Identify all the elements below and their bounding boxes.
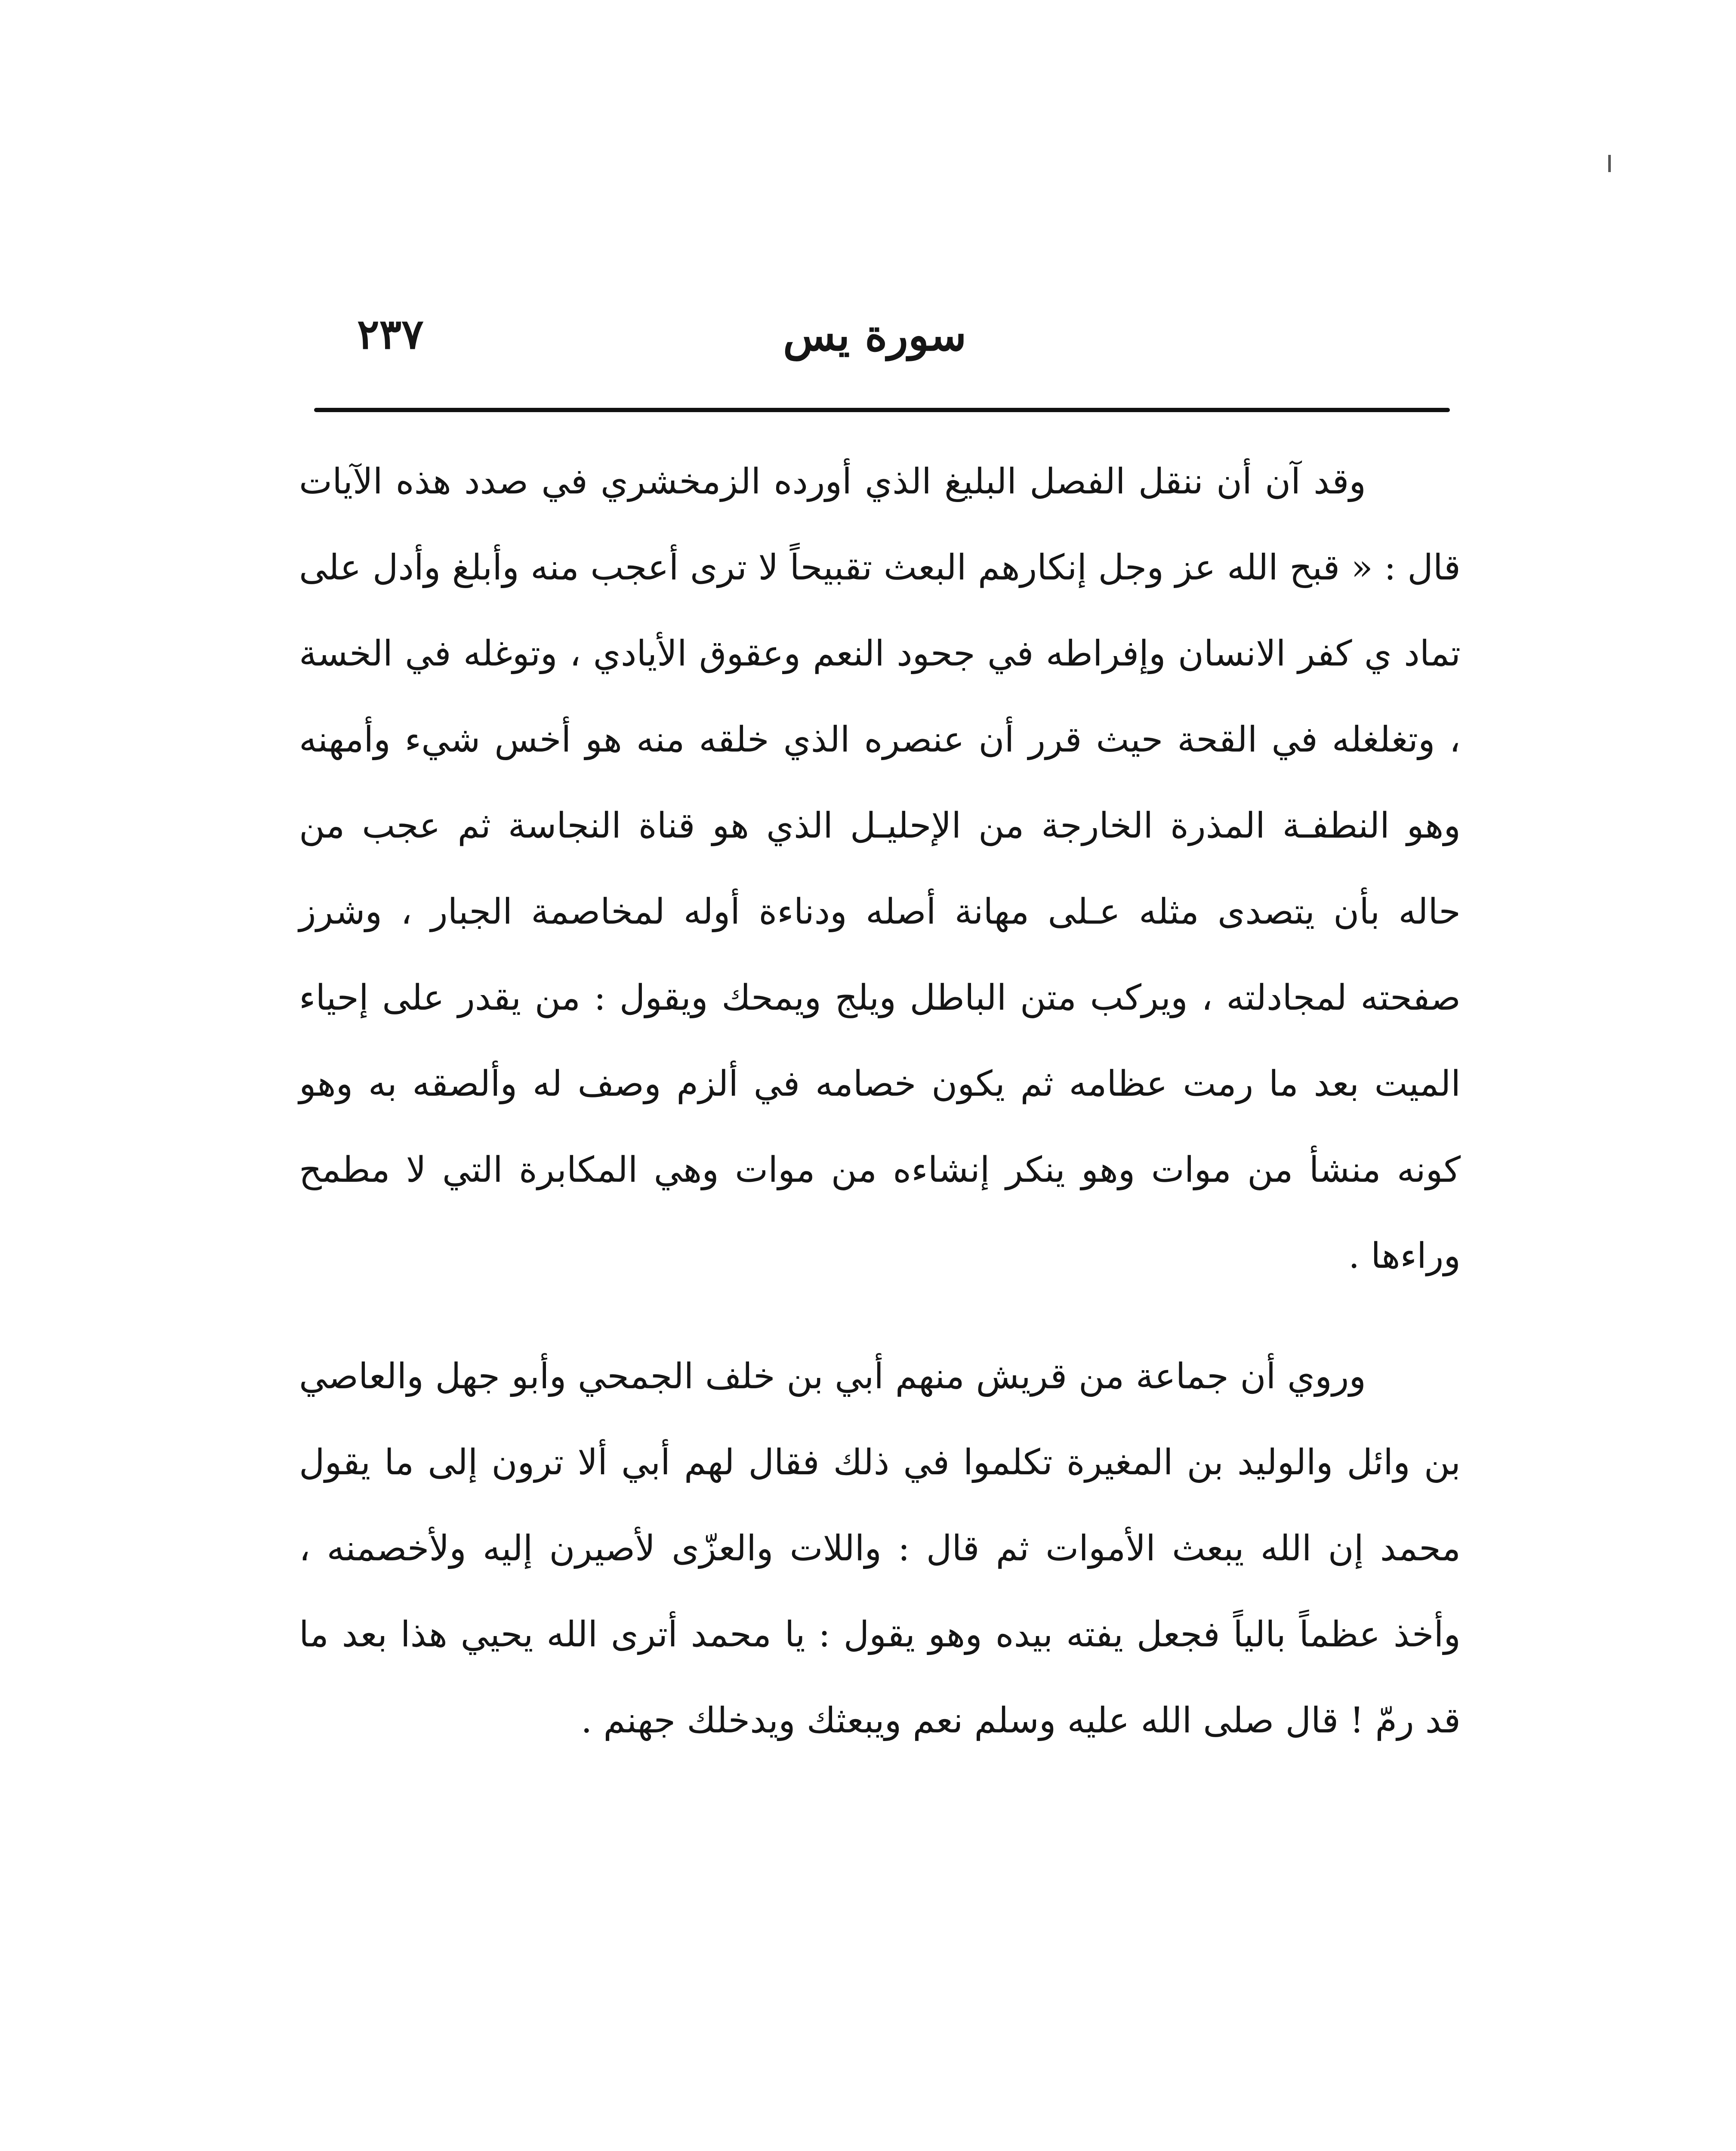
page-number: ٢٣٧ xyxy=(357,310,424,358)
body-text xyxy=(299,439,1461,1764)
paragraph: وروي أن جماعة من قريش منهم أبي بن خلف الجمحي وأبو جهل والعاصي بن وائل والوليد بن المغيرة تكلموا في ذلك فقال لهم أبي ألا ترون إلى ما يقول محمد إن الله يبعث الأموات ثم قال : واللات والعزّى لأصيرن إليه ولأخصمنه ، وأخذ عظماً بالياً فجعل يفته بيده وهو يقول : يا محمد أترى الله يحيي هذا بعد ما قد رمّ ! قال صلى الله عليه وسلم نعم ويبعثك ويدخلك جهنم . xyxy=(299,1356,1461,1741)
paragraph: وقد آن أن ننقل الفصل البليغ الذي أورده الزمخشري في صدد هذه الآيات قال : « قبح الله عز وجل إنكارهم البعث تقبيحاً لا ترى أعجب منه وأبلغ وأدل على تماد ي كفر الانسان وإفراطه في جحود النعم وعقوق الأيادي ، وتوغله في الخسة ، وتغلغله في القحة حيث قرر أن عنصره الذي خلقه منه هو أخس شيء وأمهنه وهو النطفـة المذرة الخارجة من الإحليـل الذي هو قناة النجاسة ثم عجب من حاله بأن يتصدى مثله عـلى مهانة أصله ودناءة أوله لمخاصمة الجبار ، وشرز صفحته لمجادلته ، ويركب متن الباطل ويلج ويمحك ويقول : من يقدر على إحياء الميت بعد ما رمت عظامه ثم يكون خصامه في ألزم وصف له وألصقه به وهو كونه منشأ من موات وهو ينكر إنشاءه من موات وهي المكابرة التي لا مطمح وراءها . xyxy=(299,461,1461,1276)
margin-mark xyxy=(1608,155,1611,172)
header-rule xyxy=(314,408,1450,412)
page-header xyxy=(301,301,1450,374)
running-title: سورة يس xyxy=(783,310,967,361)
